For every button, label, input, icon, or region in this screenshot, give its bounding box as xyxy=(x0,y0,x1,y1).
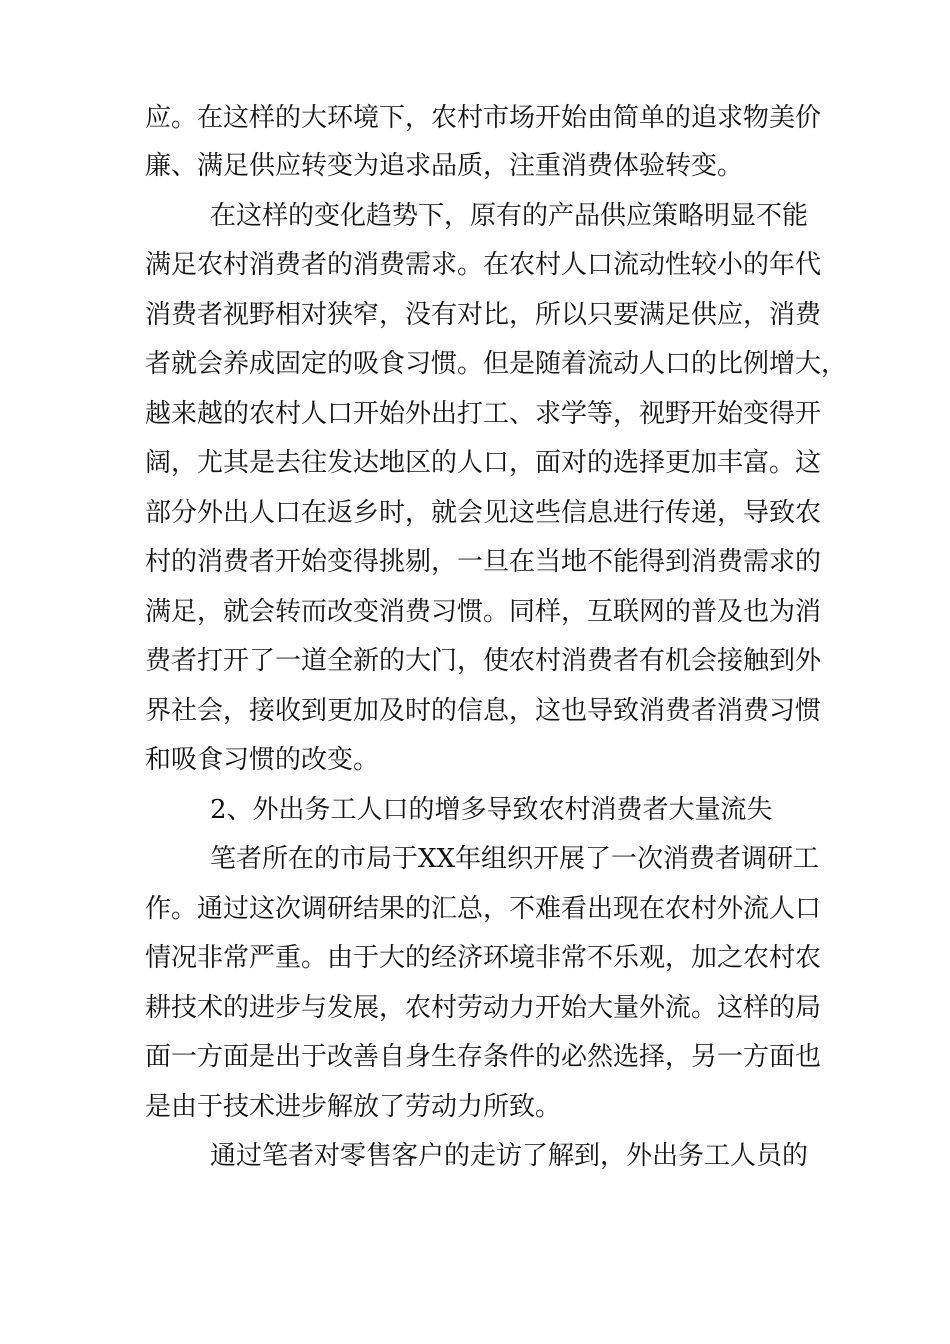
text-line: 阔，尤其是去往发达地区的人口，面对的选择更加丰富。这 xyxy=(145,448,822,478)
text-line: 作。通过这次调研结果的汇总，不难看出现在农村外流人口 xyxy=(145,894,822,924)
text-line: 界社会，接收到更加及时的信息，这也导致消费者消费习惯 xyxy=(145,696,822,726)
text-line: 越来越的农村人口开始外出打工、求学等，视野开始变得开 xyxy=(145,399,822,429)
text-line: 面一方面是出于改善自身生存条件的必然选择，另一方面也 xyxy=(145,1042,822,1072)
paragraph-start-line: 在这样的变化趋势下，原有的产品供应策略明显不能 xyxy=(210,201,809,231)
text-line: 部分外出人口在返乡时，就会见这些信息进行传递，导致农 xyxy=(145,498,822,528)
text-line: 应。在这样的大环境下，农村市场开始由简单的追求物美价 xyxy=(145,103,822,133)
text-line: 耕技术的进步与发展，农村劳动力开始大量外流。这样的局 xyxy=(145,993,822,1023)
text-line: 情况非常严重。由于大的经济环境非常不乐观，加之农村农 xyxy=(145,943,822,973)
text-line: 满足，就会转而改变消费习惯。同样，互联网的普及也为消 xyxy=(145,597,822,627)
text-line: 满足农村消费者的消费需求。在农村人口流动性较小的年代 xyxy=(145,250,822,280)
paragraph-start-line: 通过笔者对零售客户的走访了解到，外出务工人员的 xyxy=(210,1141,809,1171)
text-line: 村的消费者开始变得挑剔，一旦在当地不能得到消费需求的 xyxy=(145,547,822,577)
text-line: 消费者视野相对狭窄，没有对比，所以只要满足供应，消费 xyxy=(145,300,822,330)
section-heading: 2、外出务工人口的增多导致农村消费者大量流失 xyxy=(210,795,773,825)
paragraph-start-line: 笔者所在的市局于XX年组织开展了一次消费者调研工 xyxy=(210,844,820,874)
text-line: 廉、满足供应转变为追求品质，注重消费体验转变。 xyxy=(145,151,744,181)
text-line: 和吸食习惯的改变。 xyxy=(145,745,380,775)
text-line: 是由于技术进步解放了劳动力所致。 xyxy=(145,1092,562,1122)
text-line: 者就会养成固定的吸食习惯。但是随着流动人口的比例增大， xyxy=(145,349,848,379)
text-line: 费者打开了一道全新的大门，使农村消费者有机会接触到外 xyxy=(145,646,822,676)
